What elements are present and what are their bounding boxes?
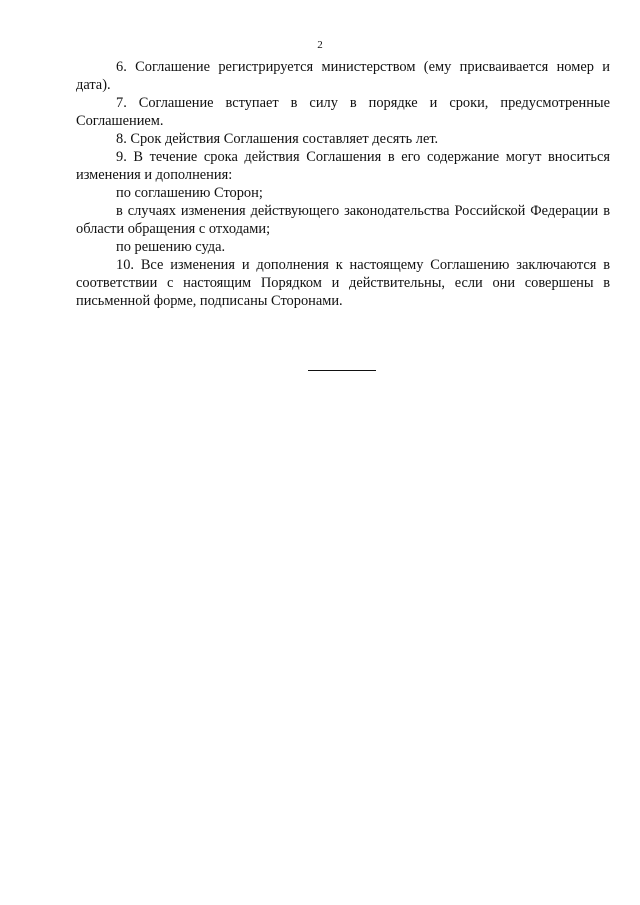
end-separator-line [308,370,376,371]
page-number: 2 [317,39,323,51]
list-item-party-agreement: по соглашению Сторон; [116,185,263,201]
paragraph-6: 6. Соглашение регистрируется министерством (ему присваивается номер и дата). [76,59,610,93]
document-body [76,58,610,310]
paragraph-10: 10. Все изменения и дополнения к настоящему Соглашению заключаются в соответствии с настоящим Порядком и действительны, если они совершены в письменной форме, подписаны Сторонами. [76,257,610,309]
paragraph-9: 9. В течение срока действия Соглашения в его содержание могут вноситься изменения и дополнения: [76,149,610,183]
list-item-legislation-change: в случаях изменения действующего законодательства Российской Федерации в области обращения с отходами; [76,203,610,237]
paragraph-7: 7. Соглашение вступает в силу в порядке и сроки, предусмотренные Соглашением. [76,95,610,129]
list-item-court-decision: по решению суда. [116,239,226,255]
paragraph-8: 8. Срок действия Соглашения составляет десять лет. [116,131,439,147]
